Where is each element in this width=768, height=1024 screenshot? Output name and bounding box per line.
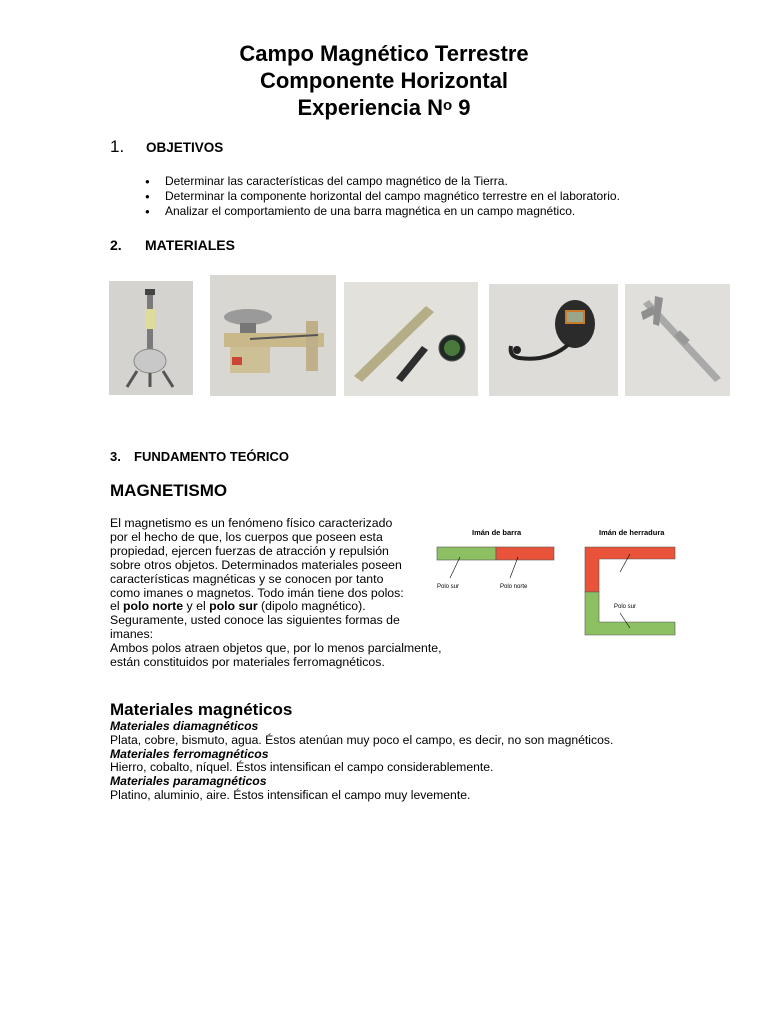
paragraph-line: por el hecho de que, los cuerpos que poseen esta <box>110 529 383 544</box>
horseshoe-magnet-title: Imán de herradura <box>599 528 665 537</box>
poles-text: (dipolo magnético). <box>257 599 366 614</box>
objective-item: ● Analizar el comportamiento de una barra magnética en un campo magnético. <box>145 204 620 219</box>
poles-line <box>110 600 470 614</box>
horseshoe-north-half <box>585 547 675 592</box>
diamagnetic-text: Plata, cobre, bismuto, agua. Éstos atenúan muy poco el campo, es decir, no son magnéticos. <box>110 732 614 747</box>
diamagnetic-label: Materiales diamagnéticos <box>110 719 259 733</box>
magnetometer-photo <box>109 281 193 395</box>
title-ordinal: o <box>442 97 453 114</box>
objective-item: ● Determinar las características del campo magnético de la Tierra. <box>145 174 620 189</box>
bar-magnet-compass-ruler-photo <box>344 282 478 396</box>
section-3-number: 3. <box>110 449 121 464</box>
paragraph-line: características magnéticas y se conocen por tanto <box>110 571 384 586</box>
materiales-heading: Materiales magnéticos <box>110 700 293 719</box>
bar-south-pole <box>437 547 496 560</box>
bar-south-label: Polo sur <box>437 584 460 590</box>
title-line-2: Componente Horizontal <box>259 68 509 93</box>
horseshoe-south-label: Polo sur <box>614 604 637 610</box>
bar-north-label: Polo norte <box>500 584 528 590</box>
stopwatch-photo <box>489 284 618 396</box>
section-2-heading: MATERIALES <box>145 237 235 253</box>
ferromagnetic-text: Hierro, cobalto, níquel. Éstos intensifican el campo considerablemente. <box>110 760 494 775</box>
ferromagnetic-label: Materiales ferromagnéticos <box>110 746 269 761</box>
magnetismo-heading: MAGNETISMO <box>110 481 228 500</box>
section-1-number: 1. <box>110 137 125 156</box>
section-1-heading: OBJETIVOS <box>146 140 224 155</box>
horseshoe-south-half <box>585 592 675 635</box>
title-line-3 <box>0 94 768 121</box>
paragraph-line: como imanes o magnetos. Todo imán tiene dos polos: <box>110 585 404 600</box>
paragraph-line: propiedad, ejercen fuerzas de atracción y repulsión <box>110 543 389 558</box>
paramagnetic-text: Platino, aluminio, aire. Éstos intensifican el campo muy levemente. <box>110 787 471 802</box>
materiales-list <box>110 720 670 803</box>
objective-item: ● Determinar la componente horizontal del campo magnético terrestre en el laboratorio. <box>145 189 620 204</box>
paramagnetic-label: Materiales paramagnéticos <box>110 774 267 789</box>
magnetismo-paragraph <box>110 517 470 670</box>
bar-north-pole <box>496 547 554 560</box>
section-2-number: 2. <box>110 237 122 253</box>
polo-norte-term: polo norte <box>123 599 184 614</box>
title-line-1: Campo Magnético Terrestre <box>239 41 529 66</box>
poles-text: el <box>110 599 123 614</box>
objectives-list <box>145 174 620 219</box>
title-prefix: Experiencia N <box>297 95 443 120</box>
paragraph-line: imanes: <box>110 627 154 642</box>
paragraph-line: Seguramente, usted conoce las siguientes formas de <box>110 613 400 628</box>
poles-text: y el <box>183 599 210 614</box>
polo-sur-term: polo sur <box>209 599 258 614</box>
section-3-heading: FUNDAMENTO TEÓRICO <box>134 449 290 464</box>
paragraph-line: sobre otros objetos. Determinados materiales poseen <box>110 557 402 572</box>
paragraph-line: están constituidos por materiales ferromagnéticos. <box>110 655 385 670</box>
vernier-caliper-photo <box>625 284 730 396</box>
paragraph-line: El magnetismo es un fenómeno físico caracterizado <box>110 516 393 530</box>
bar-magnet-title: Imán de barra <box>472 528 522 537</box>
triple-beam-balance-photo <box>210 275 336 396</box>
title-number: 9 <box>458 95 471 120</box>
paragraph-line: Ambos polos atraen objetos que, por lo menos parcialmente, <box>110 641 442 656</box>
magnet-diagram <box>430 520 690 645</box>
